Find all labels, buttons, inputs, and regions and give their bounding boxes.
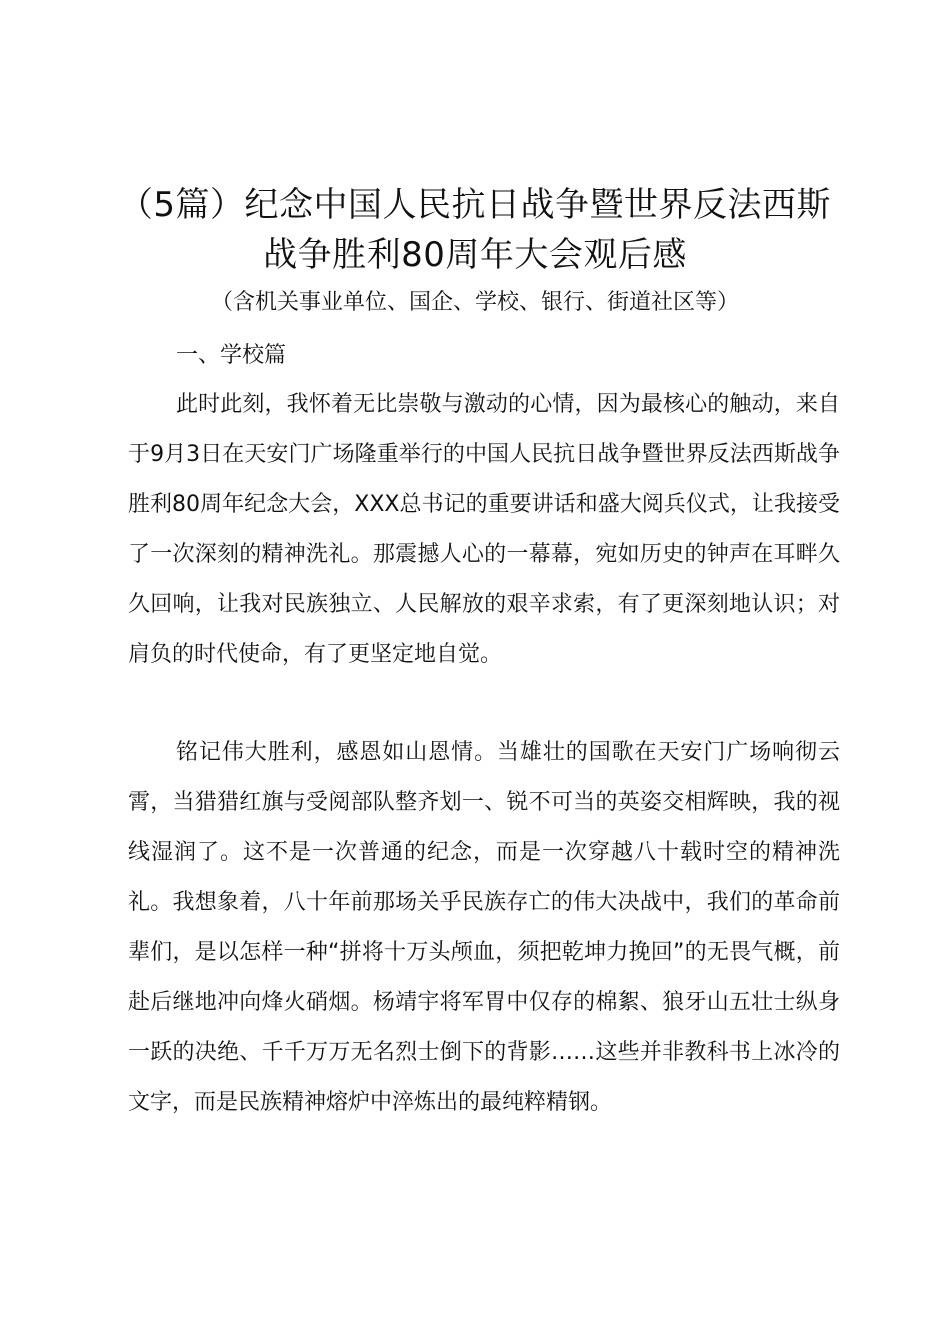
section-heading: 一、学校篇 xyxy=(176,343,287,368)
paragraph-2: 铭记伟大胜利，感恩如山恩情。当雄壮的国歌在天安门广场响彻云霄，当猎猎红旗与受阅部队整齐划一、锐不可当的英姿交相辉映，我的视线湿润了。这不是一次普通的纪念，而是一次穿越八十载时空的精神洗礼。我想象着，八十年前那场关乎民族存亡的伟大决战中，我们的革命前辈们，是以怎样一种“拼将十万头颅血，须把乾坤力挽回”的无畏气概，前赴后继地冲向烽火硝烟。杨靖宇将军胃中仅存的棉絮、狼牙山五壮士纵身一跃的决绝、千千万万无名烈士倒下的背影……这些并非教科书上冰冷的文字，而是民族精神熔炉中淬炼出的最纯粹精钢。 xyxy=(128,740,840,1115)
document-subtitle: （含机关事业单位、国企、学校、银行、街道社区等） xyxy=(210,290,739,315)
document-title: （5篇）纪念中国人民抗日战争暨世界反法西斯战争胜利80周年大会观后感 xyxy=(118,185,832,275)
paragraph-1: 此时此刻，我怀着无比崇敬与激动的心情，因为最核心的触动，来自于9月3日在天安门广场隆重举行的中国人民抗日战争暨世界反法西斯战争胜利80周年纪念大会，XXX总书记的重要讲话和盛大阅兵仪式，让我接受了一次深刻的精神洗礼。那震撼人心的一幕幕，宛如历史的钟声在耳畔久久回响，让我对民族独立、人民解放的艰辛求索，有了更深刻地认识；对肩负的时代使命，有了更坚定地自觉。 xyxy=(128,392,840,667)
